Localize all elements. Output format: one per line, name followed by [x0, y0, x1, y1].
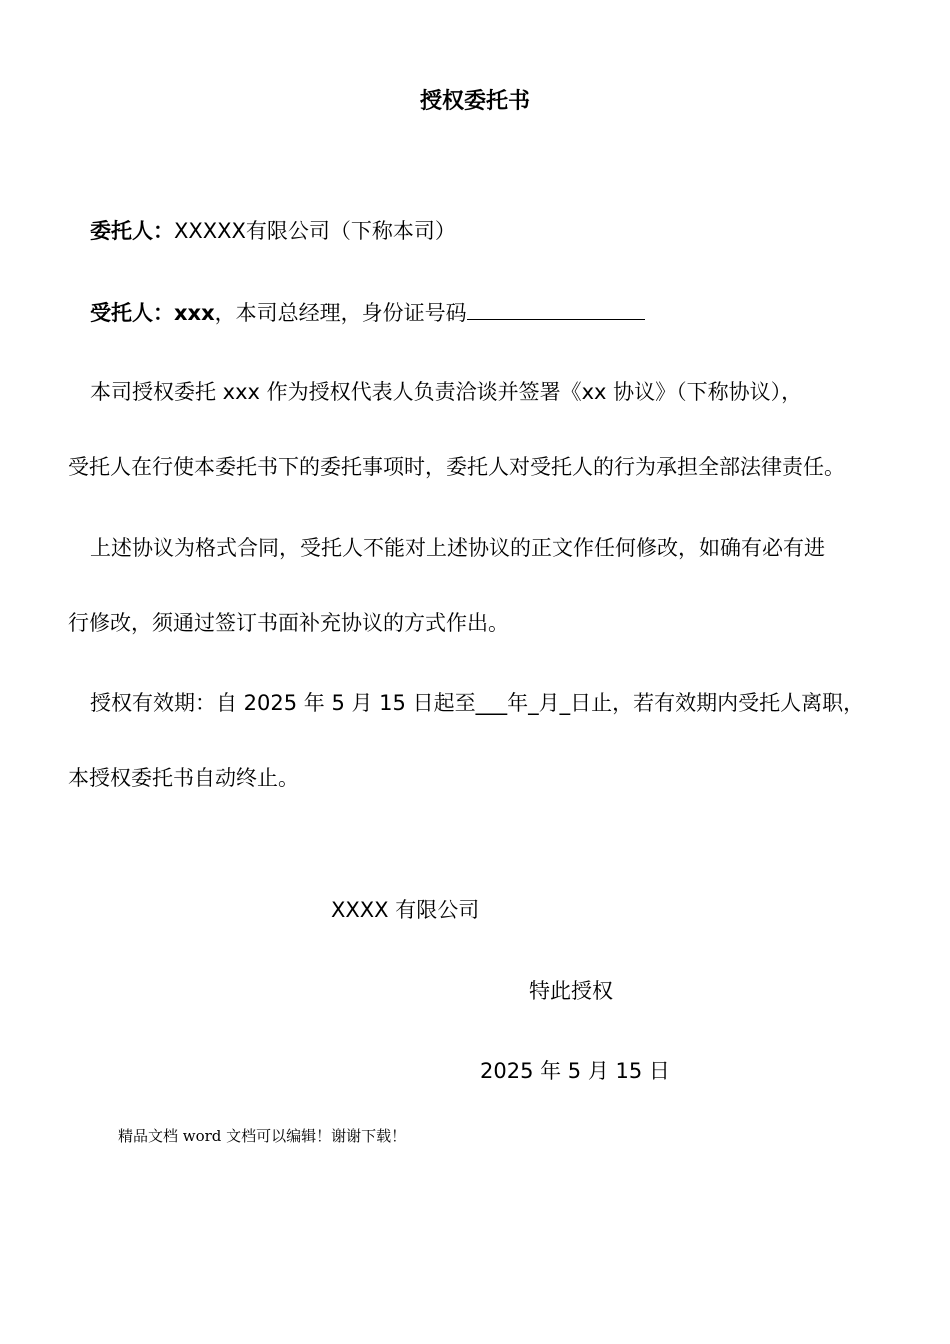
agent-label: 受托人：: [90, 301, 174, 325]
principal-line: [90, 216, 456, 246]
footer-note: 精品文档 word 文档可以编辑！谢谢下载！: [118, 1127, 407, 1145]
paragraph1-line1: 本司授权委托 xxx 作为授权代表人负责洽谈并签署《xx 协议》（下称协议），: [90, 380, 803, 404]
signature-company: XXXX 有限公司: [331, 898, 480, 922]
principal-label: 委托人：: [90, 219, 174, 243]
signature-hereby: 特此授权: [529, 979, 613, 1003]
paragraph2-line2: 行修改，须通过签订书面补充协议的方式作出。: [68, 611, 509, 635]
signature-date: 2025 年 5 月 15 日: [480, 1059, 670, 1083]
agent-name: xxx: [174, 301, 215, 325]
agent-value: ，本司总经理，身份证号码: [214, 301, 467, 325]
agent-line: [90, 297, 645, 328]
document-title: 授权委托书: [419, 89, 530, 114]
id-number-blank: [467, 297, 645, 320]
principal-value: XXXXX有限公司（下称本司）: [174, 219, 456, 243]
paragraph2-line1: 上述协议为格式合同，受托人不能对上述协议的正文作任何修改，如确有必有进: [90, 536, 825, 560]
paragraph3-line1: 授权有效期：自 2025 年 5 月 15 日起至___年_月_日止，若有效期内受托人离职，: [90, 691, 865, 715]
paragraph1-line2: 受托人在行使本委托书下的委托事项时，委托人对受托人的行为承担全部法律责任。: [68, 455, 845, 479]
paragraph3-line2: 本授权委托书自动终止。: [68, 766, 299, 790]
